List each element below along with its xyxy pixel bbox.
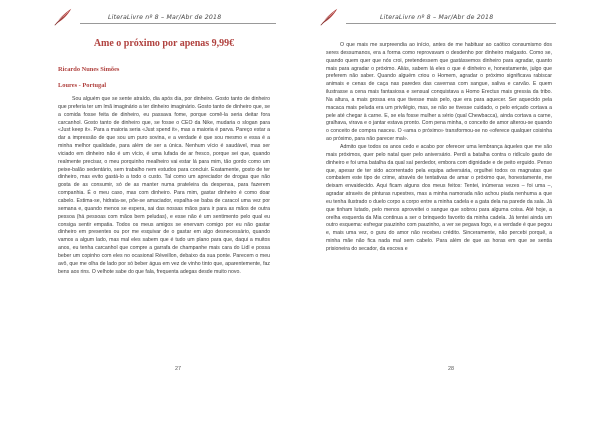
left-page-header	[52, 6, 276, 28]
paragraph: Admito que todos os anos cedo e acabo por oferecer uma lembrança àqueles que me são mais próximos, quer pelo natal quer pelo aniversário. Perdi a batalha contra o ridículo gasto de dinheiro e foi uma batalha da qual saí perdedor, embora com dignidade e de peito erguido. Penso que, apesar de ter sido acorrentado pela equipa adversária, orgulhei todos os magnatas que combatem este tipo de crime, através de tentativas de amar o próximo que, honestamente, me deixam envaidecido. Aqui ficam alguns dos meus feitos: Tentei, inúmeras vezes – foi uma –, agradar através de pinturas rupestres, mas a minha namorada não achou piada nenhuma a que eu tenha ilustrado o duelo corpo a corpo entre a minha cadela e a gata dela na parede da sala. Já que tinham lutado, pelo menos aproveitei o sangue que sobrou para alguma coisa. Até hoje, a orelha esquerda da Mia continua a ser o brinquedo favorito da minha cadela. Já tentei ainda um outro esquema: esfregar pauzinho com pauzinho, a ver se pegava fogo, e a verdade é que pegou e, mais uma vez, o guru do amor não recebeu crédito. Sinceramente, não percebi porquê, a minha mãe não fica nada mal sem cabelo. Para além de que as horas em que se sentia prisioneira do secador, da escova e	[326, 143, 552, 252]
article-title: Ame o próximo por apenas 9,99€	[93, 38, 235, 49]
paragraph: O que mais me surpreendia ao início, antes de me habituar ao caótico consumismo dos seres dessumanos, era a forma como reprovavam o desdenho por dinheiro malgasto. Como se, quando quem quer que nós croi, pretendessem que gastássemos dinheiro para agradar, quanto mais para agradar o próximo. Aliás, sabem lá eles o que é dinheiro e, honestamente, julgo que preferem não saber. Quando alguém criou o Homem, agradar o próximo significava rabiscar animais e cenas de caça nas paredes das cavernas com sangue, saliva e carvão. E quem ilustrasse a cena mais fantasiosa e sensual conquistava a Homo Erectus mais gressia da tribo. Na altura, a mais grossa era que tivesse mais pelo, que era para aquecer. Ser aquecido pela macaca mais peluda era um privilégio, mas, se não se tivesse cuidado, o pelo eriçado cortava a pele até chegar à carne. E, se ela fosse mulher a sério (qual Chewbacca), ainda cortava a carne, gralhava, virava e o jantar estava pronto. Com pena minha, o conceito de amor alterou-se quando o conceito de compra nasceu. O «ama o próximo» transformou-se no «oferece qualquer coisinha ao próximo, para não parecer mal».	[326, 42, 552, 143]
header-title: LiteraLivre nº 8 – Mar/Abr de 2018	[380, 13, 494, 21]
header-rule	[346, 23, 556, 24]
author-name: Ricardo Nunes Simões	[58, 66, 120, 73]
right-body-text	[326, 42, 552, 254]
quill-pen-icon	[318, 6, 340, 28]
right-page	[300, 0, 600, 424]
header-title: LiteraLivre nº 8 – Mar/Abr de 2018	[108, 13, 222, 21]
right-page-header	[318, 6, 556, 28]
quill-pen-icon	[52, 6, 74, 28]
header-rule	[80, 23, 276, 24]
page-number: 27	[175, 366, 181, 372]
page-number: 28	[448, 366, 454, 372]
author-location: Loures - Portugal	[58, 82, 107, 89]
paragraph: Sou alguém que se sente atraído, dia após dia, por dinheiro. Gosto tanto de dinheiro que preferia ter um ímã imaginário a ter dinheiro imaginário. Gosto tanto de dinheiro que, se a comida fosse feita de dinheiro, eu passava fome, porque comê-la seria deitar fora carcanhol. Gosto tanto de dinheiro que, se fosse o CEO da Nike, mudaria o slogan para «Just keep it». Para a maioria seria «Just spend it», mas a maioria é parva. Pareço estar a dar a impressão de que sou um puro sovina, e a verdade é que sou mesmo e essa é a minha melhor qualidade, para além de ser a única. Nenhum vício é saudável, mas ser viciado em dinheiro não é um vício, é uma lufada de ar fresco, porque sei que, quando realmente precisar, o meu porquinho mealheiro vai estar lá para mim, tão gordo como um peixe-balão sedentário, sem trabalho nem estudos para concluir. Exatamente, gosto de ter dinheiro, mas evito gastá-lo a todo o custo. Tal como um apreciador de drogas que não gosta de as consumir, só de as manter numa prateleira da despensa, para fazerem companhia. É o meu caso, mas com dinheiro. Para mim, gastar dinheiro é como doar cabelo. Estima-se, hidrata-se, põe-se amaciador, espalha-se baba de caracol uma vez por semana e, quando menos se espera, sai das nossas mãos para ir para as mãos de outra pessoa (há pessoas com mãos bem peludas), e esse não é um sentimento pelo qual eu consiga sentir empatia. Todos os meus amigos se enervam comigo por eu não gastar dinheiro em presentes ou por me esquivar de o gastar em algo desnecessário, quando vamos a algum lado, mas mal eles sabem que é tudo um plano para que, daqui a muitos anos, eu tenha carcanhol que compre a garrafa de champanhe mais cara do Lidl e possa beber um copinho com eles no ocasional Réveillon, debaixo da sua ponte. Parecem o meu avô, que me olha de lado por só beber água em vez de vinho tinto que, aparentemente, faz bens aos rins. O velhote sabe do que fala, frequenta adegas desde muito novo.	[58, 96, 270, 275]
left-body-text	[58, 96, 270, 276]
